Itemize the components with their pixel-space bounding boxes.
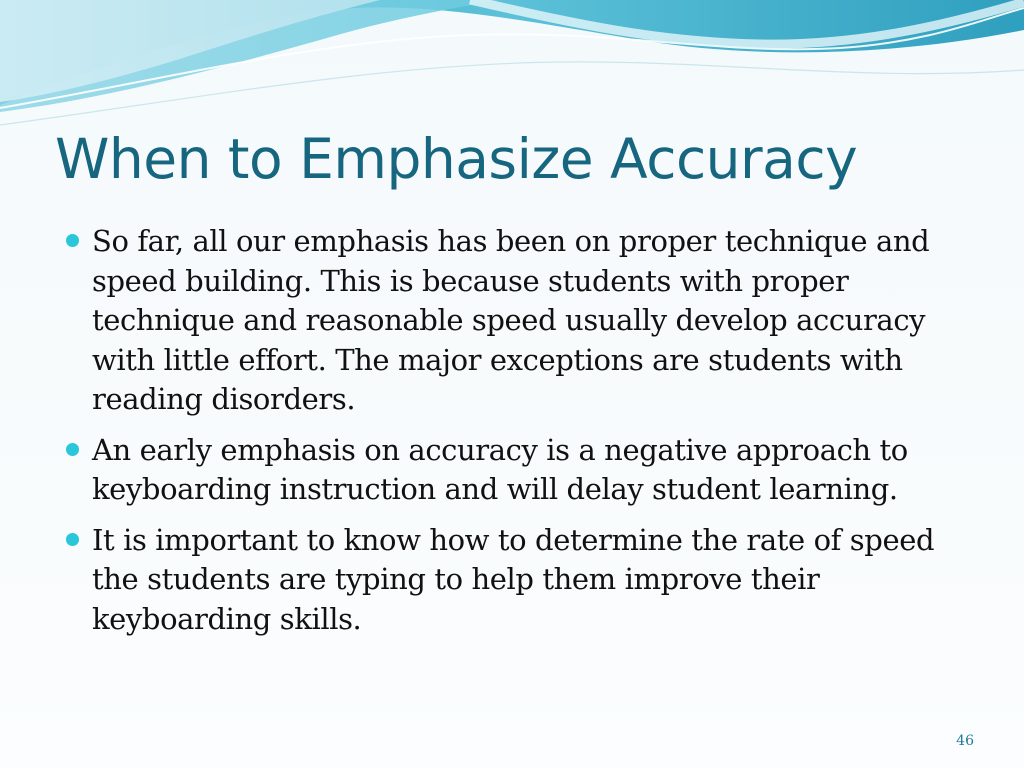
wave-header-decoration [0, 0, 1024, 130]
bullet-item [64, 431, 964, 510]
bullet-dot-icon [66, 533, 79, 546]
bullet-list [64, 222, 964, 650]
slide-title: When to Emphasize Accuracy [55, 127, 858, 191]
bullet-dot-icon [66, 234, 79, 247]
bullet-text: So far, all our emphasis has been on proper technique and speed building. This is because students with proper technique and reasonable speed usually develop accuracy with little effort. The major exceptions are students with reading disorders. [92, 224, 930, 416]
bullet-item [64, 521, 964, 640]
bullet-dot-icon [66, 443, 79, 456]
bullet-text: An early emphasis on accuracy is a negative approach to keyboarding instruction and will delay student learning. [92, 432, 908, 506]
slide-number: 46 [956, 733, 974, 749]
bullet-text: It is important to know how to determine the rate of speed the students are typing to help them improve their keyboarding skills. [92, 522, 935, 636]
bullet-item [64, 222, 964, 420]
